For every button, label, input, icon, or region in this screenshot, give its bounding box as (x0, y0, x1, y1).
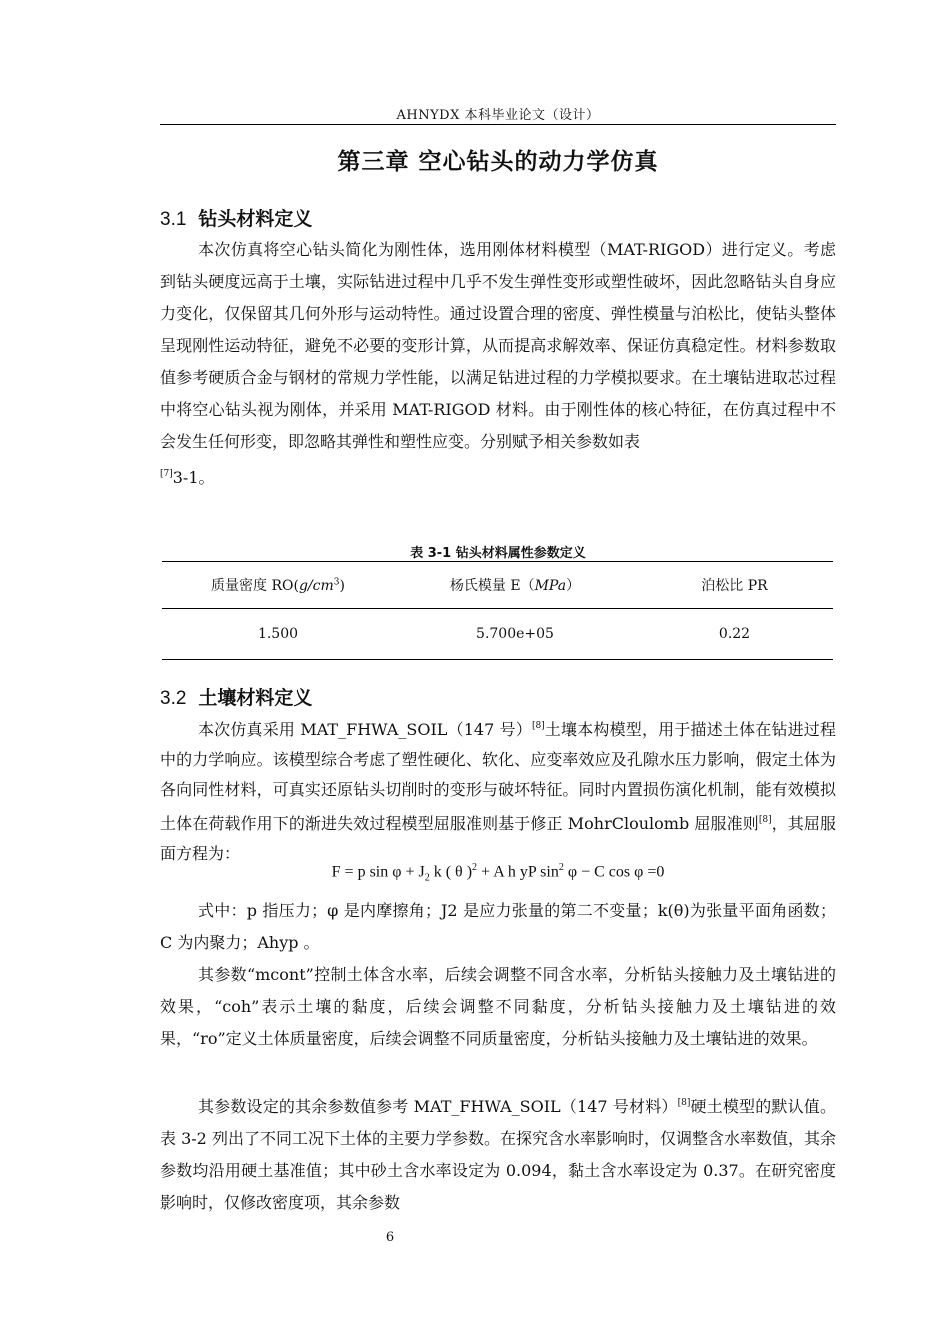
chapter-title: 第三章 空心钻头的动力学仿真 (337, 149, 659, 175)
section-title: 钻头材料定义 (198, 208, 313, 230)
header-density: 质量密度 $RO(g/cm^3)$ (162, 562, 394, 609)
header-modulus: 杨氏模量 E（MPa） (394, 562, 636, 609)
yield-surface-equation: F = p $\sin \varphi + J_2$ k ( θ )$^2$ + A h yP $\sin^2 \varphi - C$ cos φ =0 (331, 862, 665, 884)
citation-ref: [8] (677, 1098, 691, 1108)
table-caption: 表 3-1 钻头材料属性参数定义 (410, 546, 586, 561)
header-rule (160, 124, 836, 125)
header-poisson: 泊松比 PR (636, 562, 833, 609)
paragraph-formula-terms: 式中：p 指压力；φ 是内摩擦角；J2 是应力张量的第二不变量；k(θ)为张量平面角函数；C 为内聚力；Ahyp 。 (160, 901, 836, 952)
paragraph-tail: 3-1。 (172, 468, 215, 487)
paragraph-bit-material (160, 234, 836, 494)
citation-ref: [8] (531, 721, 545, 731)
citation-ref: [8] (758, 815, 772, 825)
material-params-table (162, 561, 833, 660)
section-heading-3-2 (160, 683, 312, 710)
paragraph-parameters: 其参数“mcont”控制土体含水率，后续会调整不同含水率，分析钻头接触力及土壤钻进的效果，“coh”表示土壤的黏度，后续会调整不同黏度，分析钻头接触力及土壤钻进的效果，“ro”定义土体质量密度，后续会调整不同质量密度，分析钻头接触力及土壤钻进的效果。 (160, 965, 836, 1048)
citation-ref: [7] (160, 469, 173, 479)
page-number: 6 (385, 1230, 395, 1245)
table-header-row (162, 562, 833, 609)
running-head: AHNYDX 本科毕业论文（设计） (396, 108, 600, 123)
section-number: 3.2 (160, 688, 187, 709)
section-number: 3.1 (160, 209, 187, 230)
cell-modulus: 5.700e+05 (394, 609, 636, 660)
table-row (162, 609, 833, 660)
paragraph-text: 本次仿真将空心钻头简化为刚性体，选用刚体材料模型（MAT-RIGOD）进行定义。考虑到钻头硬度远高于土壤，实际钻进过程中几乎不发生弹性变形或塑性破坏，因此忽略钻头自身应力变化，仅保留其几何外形与运动特性。通过设置合理的密度、弹性模量与泊松比，使钻头整体呈现刚性运动特征，避免不必要的变形计算，从而提高求解效率、保证仿真稳定性。材料参数取值参考硬质合金与钢材的常规力学性能，以满足钻进过程的力学模拟要求。在土壤钻进取芯过程中将空心钻头视为刚体，并采用 MAT-RIGOD 材料。由于刚性体的核心特征，在仿真过程中不会发生任何形变，即忽略其弹性和塑性应变。分别赋予相关参数如表 (160, 240, 836, 451)
cell-poisson: 0.22 (636, 609, 833, 660)
cell-density: 1.500 (162, 609, 394, 660)
section-title: 土壤材料定义 (198, 687, 313, 709)
section-heading-3-1 (160, 204, 312, 231)
paragraph-default-values: 其参数设定的其余参数值参考 MAT_FHWA_SOIL（147 号材料）[8]硬土模型的默认值。表 3-2 列出了不同工况下土体的主要力学参数。在探究含水率影响时，仅调整含水率数值，其余参数均沿用硬土基准值；其中砂土含水率设定为 0.094，黏土含水率设定为 0.37。在研究密度影响时，仅修改密度项，其余参数 (160, 1097, 836, 1212)
paragraph-soil-model: 本次仿真采用 MAT_FHWA_SOIL（147 号）[8]土壤本构模型，用于描述土体在钻进过程中的力学响应。该模型综合考虑了塑性硬化、软化、应变率效应及孔隙水压力影响，假定土体为各向同性材料，可真实还原钻头切削时的变形与破坏特征。同时内置损伤演化机制，能有效模拟土体在荷载作用下的渐进失效过程模型屈服准则基于修正 MohrCloulomb 屈服准则[8]，其屈服面方程为： (160, 720, 836, 863)
